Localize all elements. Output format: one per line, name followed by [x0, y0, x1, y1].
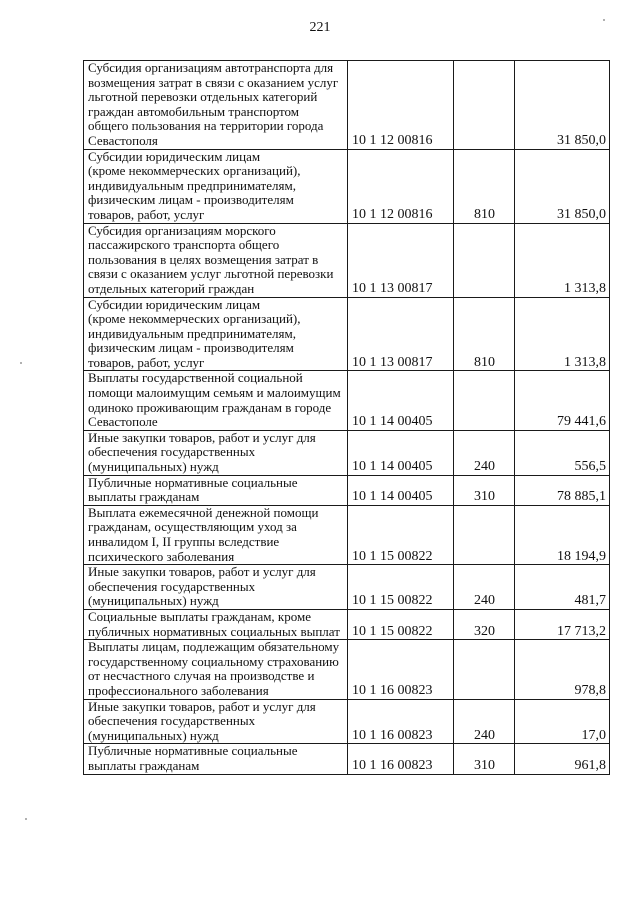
row-expense-type — [454, 61, 515, 150]
description-line: Севастополе — [88, 414, 158, 430]
description-line: отдельных категорий граждан — [88, 280, 255, 296]
row-expense-type — [454, 505, 515, 564]
description-line: государственному социальному страхованию — [88, 653, 339, 669]
row-target-code: 10 1 12 00816 — [348, 61, 454, 150]
row-description — [84, 297, 348, 371]
description-line: одиноко проживающим гражданам в городе — [88, 399, 332, 415]
row-target-code: 10 1 15 00822 — [348, 609, 454, 639]
description-line: (кроме некоммерческих организаций), — [88, 163, 301, 179]
row-description — [84, 61, 348, 150]
description-line: физическим лицам - производителям — [88, 192, 294, 208]
description-line: пассажирского транспорта общего — [88, 237, 280, 253]
row-amount: 31 850,0 — [515, 149, 610, 223]
row-amount: 31 850,0 — [515, 61, 610, 150]
description-line: Иные закупки товаров, работ и услуг для — [88, 429, 316, 445]
row-target-code: 10 1 12 00816 — [348, 149, 454, 223]
description-line: обеспечения государственных — [88, 444, 256, 460]
description-line: индивидуальным предпринимателям, — [88, 177, 296, 193]
description-line: Субсидия организациям морского — [88, 222, 276, 238]
row-target-code: 10 1 16 00823 — [348, 699, 454, 744]
table-row — [84, 297, 610, 371]
row-amount: 556,5 — [515, 430, 610, 475]
description-line: связи с оказанием услуг льготной перевозки — [88, 266, 334, 282]
row-amount: 481,7 — [515, 565, 610, 610]
row-amount: 18 194,9 — [515, 505, 610, 564]
row-expense-type: 310 — [454, 744, 515, 774]
description-line: выплаты гражданам — [88, 757, 200, 773]
row-target-code: 10 1 14 00405 — [348, 475, 454, 505]
description-line: (муниципальных) нужд — [88, 727, 219, 743]
row-description — [84, 475, 348, 505]
scan-speck — [603, 19, 605, 21]
description-line: граждан автомобильным транспортом — [88, 103, 300, 119]
row-amount: 17,0 — [515, 699, 610, 744]
row-expense-type: 320 — [454, 609, 515, 639]
row-amount: 1 313,8 — [515, 297, 610, 371]
row-expense-type: 810 — [454, 149, 515, 223]
description-line: профессионального заболевания — [88, 682, 269, 698]
table-row — [84, 149, 610, 223]
row-expense-type: 240 — [454, 699, 515, 744]
row-amount: 978,8 — [515, 640, 610, 699]
row-description — [84, 744, 348, 774]
budget-table — [83, 60, 610, 775]
description-line: льготной перевозки отдельных категорий — [88, 89, 318, 105]
row-description — [84, 565, 348, 610]
row-target-code: 10 1 14 00405 — [348, 371, 454, 430]
table-row — [84, 61, 610, 150]
table-row — [84, 699, 610, 744]
description-line: (муниципальных) нужд — [88, 459, 219, 475]
budget-table-body — [84, 61, 610, 775]
row-amount: 79 441,6 — [515, 371, 610, 430]
table-row — [84, 475, 610, 505]
table-row — [84, 430, 610, 475]
description-line: физическим лицам - производителям — [88, 340, 294, 356]
description-line: от несчастного случая на производстве и — [88, 668, 315, 684]
row-description — [84, 223, 348, 297]
description-line: Субсидии юридическим лицам — [88, 148, 261, 164]
row-expense-type: 240 — [454, 565, 515, 610]
description-line: Севастополя — [88, 132, 158, 148]
row-target-code: 10 1 14 00405 — [348, 430, 454, 475]
row-description — [84, 371, 348, 430]
description-line: Субсидия организациям автотранспорта для — [88, 60, 334, 75]
description-line: выплаты гражданам — [88, 489, 200, 505]
description-line: (кроме некоммерческих организаций), — [88, 311, 301, 327]
row-description — [84, 699, 348, 744]
row-expense-type: 240 — [454, 430, 515, 475]
description-line: (муниципальных) нужд — [88, 593, 219, 609]
row-description — [84, 640, 348, 699]
description-line: Выплаты государственной социальной — [88, 370, 303, 386]
description-line: Выплаты лицам, подлежащим обязательному — [88, 639, 340, 655]
table-row — [84, 640, 610, 699]
description-line: Иные закупки товаров, работ и услуг для — [88, 564, 316, 580]
row-amount: 1 313,8 — [515, 223, 610, 297]
table-row — [84, 505, 610, 564]
description-line: возмещения затрат в связи с оказанием услуг — [88, 74, 339, 90]
table-row — [84, 609, 610, 639]
row-description — [84, 430, 348, 475]
row-expense-type: 310 — [454, 475, 515, 505]
description-line: Субсидии юридическим лицам — [88, 296, 261, 312]
description-line: инвалидом I, II группы вследствие — [88, 534, 280, 549]
row-target-code: 10 1 13 00817 — [348, 297, 454, 371]
description-line: товаров, работ, услуг — [88, 206, 205, 222]
row-target-code: 10 1 16 00823 — [348, 744, 454, 774]
row-expense-type — [454, 371, 515, 430]
description-line: общего пользования на территории города — [88, 118, 324, 134]
row-description — [84, 149, 348, 223]
description-line: пользования в целях возмещения затрат в — [88, 251, 319, 267]
table-row — [84, 565, 610, 610]
row-expense-type: 810 — [454, 297, 515, 371]
row-expense-type — [454, 223, 515, 297]
description-line: Публичные нормативные социальные — [88, 474, 298, 490]
row-target-code: 10 1 15 00822 — [348, 565, 454, 610]
description-line: психического заболевания — [88, 548, 235, 564]
description-line: Иные закупки товаров, работ и услуг для — [88, 698, 316, 714]
row-amount: 961,8 — [515, 744, 610, 774]
description-line: обеспечения государственных — [88, 578, 256, 594]
description-line: товаров, работ, услуг — [88, 354, 205, 370]
scan-speck — [20, 362, 22, 364]
description-line: помощи малоимущим семьям и малоимущим — [88, 385, 341, 401]
description-line: публичных нормативных социальных выплат — [88, 623, 340, 639]
row-description — [84, 505, 348, 564]
table-row — [84, 223, 610, 297]
row-target-code: 10 1 15 00822 — [348, 505, 454, 564]
description-line: Публичные нормативные социальные — [88, 743, 298, 759]
description-line: индивидуальным предпринимателям, — [88, 325, 296, 341]
scan-speck — [25, 818, 27, 820]
row-amount: 17 713,2 — [515, 609, 610, 639]
description-line: обеспечения государственных — [88, 713, 256, 729]
row-expense-type — [454, 640, 515, 699]
description-line: Социальные выплаты гражданам, кроме — [88, 608, 311, 624]
description-line: гражданам, осуществляющим уход за — [88, 519, 297, 535]
row-description — [84, 609, 348, 639]
table-row — [84, 744, 610, 774]
description-line: Выплата ежемесячной денежной помощи — [88, 504, 319, 520]
row-target-code: 10 1 16 00823 — [348, 640, 454, 699]
page-number: 221 — [309, 20, 331, 35]
row-target-code: 10 1 13 00817 — [348, 223, 454, 297]
table-row — [84, 371, 610, 430]
row-amount: 78 885,1 — [515, 475, 610, 505]
